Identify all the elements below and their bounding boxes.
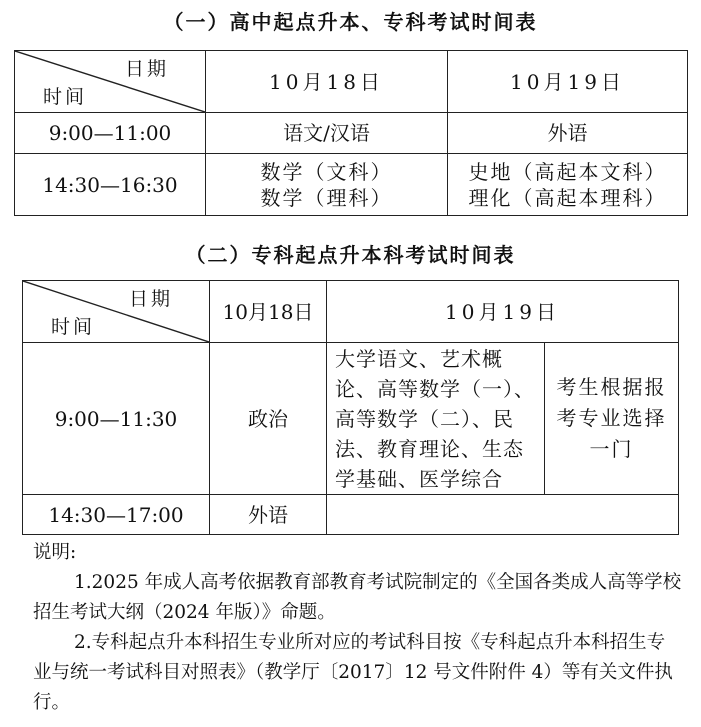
table1-title: （一）高中起点升本、专科考试时间表 xyxy=(163,10,538,34)
subject-list-cell xyxy=(327,343,545,495)
subject-line: 法、教育理论、生态 xyxy=(335,436,524,461)
note-line: 考专业选择 xyxy=(556,406,667,430)
table1-header-oct18: 10月18日 xyxy=(206,51,448,113)
table1-corner-time-label: 时间 xyxy=(43,86,88,109)
time-cell: 9:00—11:00 xyxy=(15,113,206,154)
note-item-1: 1.2025 年成人高考依据教育部教育考试院制定的《全国各类成人高等学校招生考试大纲（2024 年版）》命题。 xyxy=(33,572,682,623)
subject-line: 数学（文科） xyxy=(260,159,393,184)
time-cell: 9:00—11:30 xyxy=(23,343,210,495)
table1-header-oct19: 10月19日 xyxy=(448,51,688,113)
subject-line: 史地（高起本文科） xyxy=(468,159,667,184)
subject-line: 数学（理科） xyxy=(260,185,393,210)
table2-corner-cell xyxy=(23,281,210,343)
subject-line: 高等数学（二）、民 xyxy=(335,406,514,431)
note-item-2: 2.专科起点升本科招生专业所对应的考试科目按《专科起点升本科招生专业与统一考试科目对照表》（教学厅〔2017〕12 号文件附件 4）等有关文件执行。 xyxy=(33,632,673,713)
choice-note-cell xyxy=(545,343,679,495)
table2-corner-time-label: 时间 xyxy=(51,316,96,339)
exam-schedule-table-2 xyxy=(22,280,679,535)
table1-corner-date-label: 日期 xyxy=(124,58,169,80)
subject-cell: 外语 xyxy=(210,495,327,535)
table2-title: （二）专科起点升本科考试时间表 xyxy=(185,243,516,267)
time-cell: 14:30—17:00 xyxy=(23,495,210,535)
exam-schedule-table-1 xyxy=(14,50,688,216)
subject-line: 理化（高起本理科） xyxy=(468,185,667,210)
subject-cell: 语文/汉语 xyxy=(206,113,448,154)
table1-corner-cell xyxy=(15,51,206,113)
subject-line: 论、高等数学（一）、 xyxy=(335,376,535,401)
table-row xyxy=(15,113,688,154)
notes-heading: 说明: xyxy=(33,542,77,563)
subject-line: 大学语文、艺术概 xyxy=(335,346,503,371)
table2-header-oct19: 10月19日 xyxy=(327,281,679,343)
table-row xyxy=(23,343,679,495)
table2-corner-date-label: 日期 xyxy=(128,288,173,310)
note-line: 一门 xyxy=(589,437,634,461)
subject-cell: 外语 xyxy=(448,113,688,154)
table-row xyxy=(23,495,679,535)
table-row xyxy=(15,154,688,216)
subject-cell: 政治 xyxy=(210,343,327,495)
subject-cell xyxy=(448,154,688,216)
table1-header-row xyxy=(15,51,688,113)
note-line: 考生根据报 xyxy=(556,375,667,399)
notes-section xyxy=(33,538,683,718)
time-cell: 14:30—16:30 xyxy=(15,154,206,216)
table2-header-oct18: 10月18日 xyxy=(210,281,327,343)
subject-cell xyxy=(206,154,448,216)
table2-header-row xyxy=(23,281,679,343)
subject-line: 学基础、医学综合 xyxy=(335,466,503,491)
empty-cell xyxy=(327,495,679,535)
